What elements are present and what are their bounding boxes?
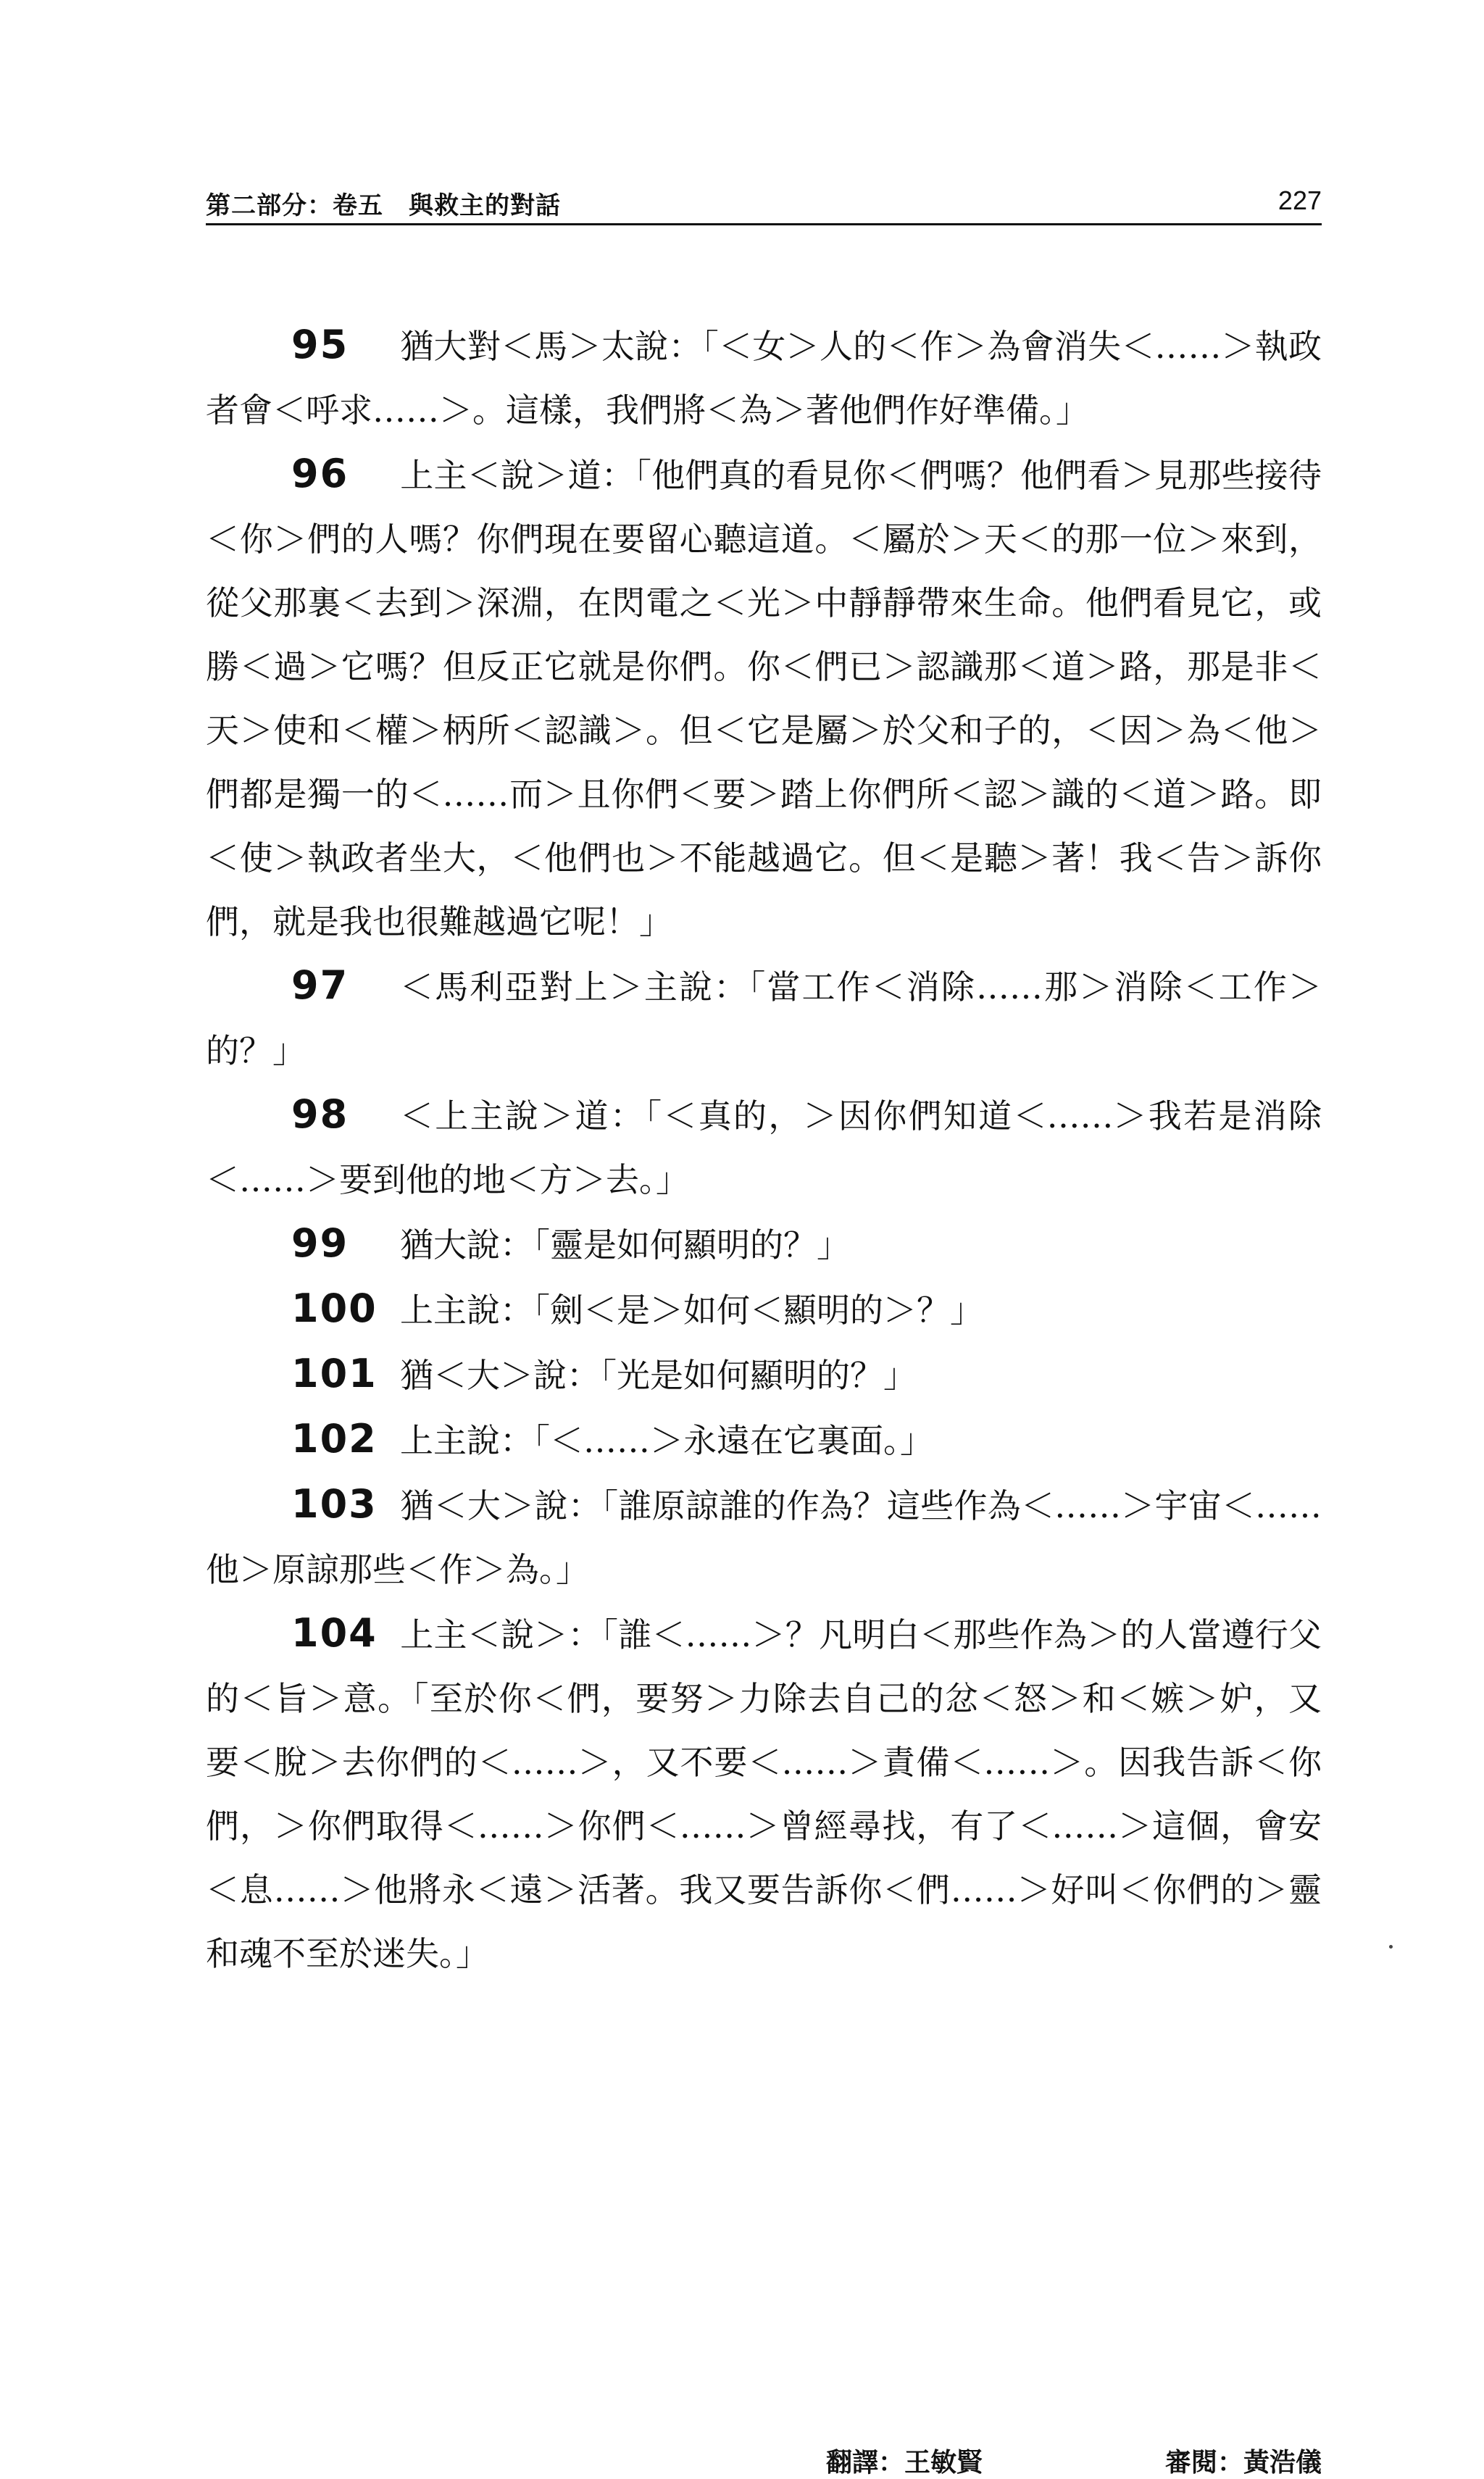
chapter-title: 第二部分：卷五 與救主的對話 bbox=[206, 191, 561, 220]
verse-number: 95 bbox=[291, 322, 349, 367]
verse-98 bbox=[206, 1083, 1322, 1212]
verse-102 bbox=[206, 1407, 1322, 1472]
verse-text: 猶大對＜馬＞太說：「＜女＞人的＜作＞為會消失＜……＞執政者會＜呼求……＞。這樣，我們將＜為＞著他們作好準備。」 bbox=[206, 327, 1322, 430]
verse-text: 上主說：「劍＜是＞如何＜顯明的＞？」 bbox=[400, 1291, 983, 1330]
verse-number: 97 bbox=[291, 962, 349, 1008]
verse-103 bbox=[206, 1472, 1322, 1601]
verse-text: ＜馬利亞對上＞主說：「當工作＜消除……那＞消除＜工作＞的？」 bbox=[206, 967, 1322, 1070]
verse-number: 99 bbox=[291, 1220, 349, 1266]
verse-text: 上主＜說＞：「誰＜……＞？凡明白＜那些作為＞的人當遵行父的＜旨＞意。「至於你＜們，要努＞力除去自己的忿＜怒＞和＜嫉＞妒，又要＜脫＞去你們的＜……＞，又不要＜……＞責備＜……＞。因我告訴＜你們，＞你們取得＜……＞你們＜……＞曾經尋找，有了＜……＞這個，會安＜息……＞他將永＜遠＞活著。我又要告訴你＜們……＞好叫＜你們的＞靈和魂不至於迷失。」 bbox=[206, 1615, 1322, 1973]
reviewer-credit: 審閱：黃浩儀 bbox=[1164, 2448, 1322, 2478]
verse-number: 101 bbox=[291, 1351, 378, 1396]
verse-text: 猶＜大＞說：「光是如何顯明的？」 bbox=[400, 1356, 917, 1395]
running-header bbox=[206, 180, 1322, 225]
verse-number: 96 bbox=[291, 451, 349, 496]
scan-speck bbox=[1389, 1945, 1393, 1949]
verse-number: 100 bbox=[291, 1286, 378, 1331]
verse-number: 104 bbox=[291, 1610, 378, 1656]
verse-number: 103 bbox=[291, 1481, 378, 1527]
verse-101 bbox=[206, 1342, 1322, 1407]
verse-text: 猶＜大＞說：「誰原諒誰的作為？這些作為＜……＞宇宙＜……他＞原諒那些＜作＞為。」 bbox=[206, 1486, 1322, 1589]
main-text bbox=[206, 313, 1322, 1986]
page-number: 227 bbox=[1277, 186, 1322, 215]
verse-text: 猶大說：「靈是如何顯明的？」 bbox=[400, 1225, 850, 1265]
verse-text: ＜上主說＞道：「＜真的，＞因你們知道＜……＞我若是消除＜……＞要到他的地＜方＞去。」 bbox=[206, 1096, 1322, 1199]
translator-credit: 翻譯：王敏賢 bbox=[826, 2448, 983, 2478]
verse-96 bbox=[206, 442, 1322, 954]
verse-95 bbox=[206, 313, 1322, 442]
verse-number: 98 bbox=[291, 1091, 349, 1137]
verse-104 bbox=[206, 1601, 1322, 1986]
verse-100 bbox=[206, 1277, 1322, 1342]
verse-text: 上主＜說＞道：「他們真的看見你＜們嗎？他們看＞見那些接待＜你＞們的人嗎？你們現在要留心聽這道。＜屬於＞天＜的那一位＞來到，從父那裏＜去到＞深淵，在閃電之＜光＞中靜靜帶來生命。他們看見它，或勝＜過＞它嗎？但反正它就是你們。你＜們已＞認識那＜道＞路，那是非＜天＞使和＜權＞柄所＜認識＞。但＜它是屬＞於父和子的，＜因＞為＜他＞們都是獨一的＜……而＞且你們＜要＞踏上你們所＜認＞識的＜道＞路。即＜使＞執政者坐大，＜他們也＞不能越過它。但＜是聽＞著！我＜告＞訴你們，就是我也很難越過它呢！」 bbox=[206, 456, 1322, 941]
verse-97 bbox=[206, 954, 1322, 1083]
verse-99 bbox=[206, 1212, 1322, 1277]
verse-text: 上主說：「＜……＞永遠在它裏面。」 bbox=[400, 1421, 933, 1460]
credits-line bbox=[826, 2442, 1322, 2479]
verse-number: 102 bbox=[291, 1416, 378, 1462]
